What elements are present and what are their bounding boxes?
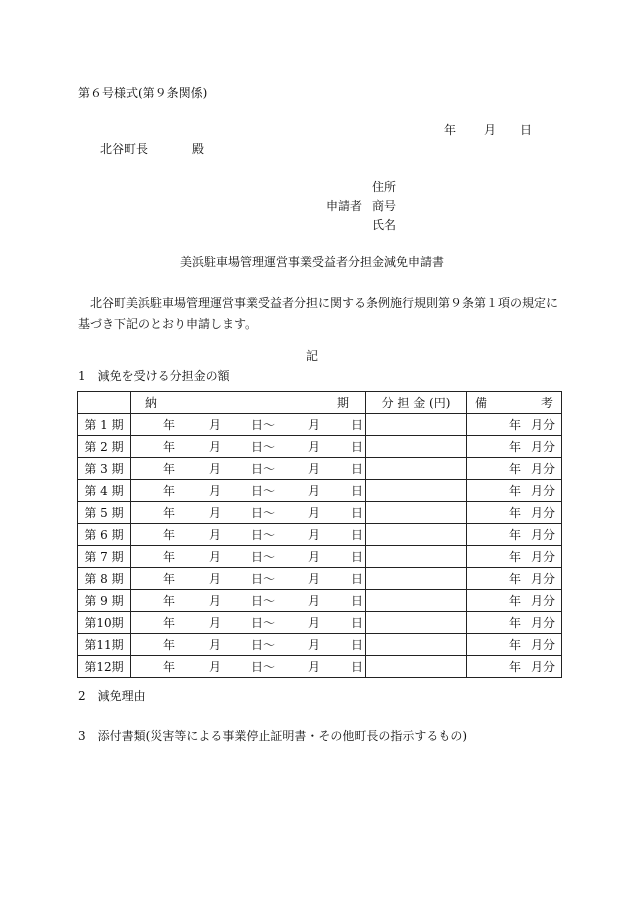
from-day: 日～ bbox=[251, 418, 276, 432]
header-remark-right: 考 bbox=[540, 396, 553, 410]
remark-year: 年 bbox=[508, 417, 521, 432]
from-day: 日～ bbox=[251, 638, 276, 652]
from-day: 日～ bbox=[251, 484, 276, 498]
remark-month: 月分 bbox=[530, 505, 555, 520]
table-row bbox=[78, 524, 562, 546]
from-month: 月 bbox=[209, 550, 222, 564]
to-month: 月 bbox=[308, 528, 321, 542]
from-year: 年 bbox=[163, 638, 176, 652]
remark-year: 年 bbox=[508, 615, 521, 630]
remark-month: 月分 bbox=[530, 593, 555, 608]
remark-year: 年 bbox=[508, 659, 521, 674]
ki-heading: 記 bbox=[306, 349, 319, 363]
remark-cell[interactable] bbox=[467, 656, 562, 678]
date-range-cell bbox=[131, 458, 366, 480]
header-dates-left: 納 bbox=[145, 396, 158, 410]
amount-cell[interactable] bbox=[366, 546, 467, 568]
to-day: 日 bbox=[351, 594, 364, 608]
document-title: 美浜駐車場管理運営事業受益者分担金減免申請書 bbox=[180, 255, 445, 269]
remark-cell[interactable] bbox=[467, 458, 562, 480]
table-row bbox=[78, 568, 562, 590]
remark-month: 月分 bbox=[530, 461, 555, 476]
remark-cell[interactable] bbox=[467, 480, 562, 502]
table-row bbox=[78, 634, 562, 656]
date-range-cell bbox=[131, 414, 366, 436]
remark-month: 月分 bbox=[530, 659, 555, 674]
date-range-cell bbox=[131, 568, 366, 590]
table-row bbox=[78, 414, 562, 436]
amount-cell[interactable] bbox=[366, 656, 467, 678]
from-year: 年 bbox=[163, 572, 176, 586]
remark-cell[interactable] bbox=[467, 612, 562, 634]
table-row bbox=[78, 502, 562, 524]
from-day: 日～ bbox=[251, 594, 276, 608]
header-period-col bbox=[78, 392, 131, 414]
amount-cell[interactable] bbox=[366, 414, 467, 436]
from-month: 月 bbox=[209, 616, 222, 630]
period-cell: 第 2 期 bbox=[78, 436, 131, 458]
to-month: 月 bbox=[308, 616, 321, 630]
period-cell: 第12期 bbox=[78, 656, 131, 678]
date-range-cell bbox=[131, 634, 366, 656]
to-day: 日 bbox=[351, 550, 364, 564]
header-remark-col bbox=[467, 392, 562, 414]
from-month: 月 bbox=[209, 418, 222, 432]
from-month: 月 bbox=[209, 660, 222, 674]
remark-year: 年 bbox=[508, 461, 521, 476]
amount-cell[interactable] bbox=[366, 480, 467, 502]
to-month: 月 bbox=[308, 550, 321, 564]
remark-month: 月分 bbox=[530, 637, 555, 652]
table-row bbox=[78, 612, 562, 634]
applicant-label: 申請者 bbox=[326, 199, 363, 213]
remark-cell[interactable] bbox=[467, 546, 562, 568]
date-month: 月 bbox=[484, 123, 497, 137]
amount-cell[interactable] bbox=[366, 436, 467, 458]
from-day: 日～ bbox=[251, 528, 276, 542]
from-day: 日～ bbox=[251, 462, 276, 476]
section-3-heading: 3 添付書類(災害等による事業停止証明書・その他町長の指示するもの) bbox=[78, 729, 468, 743]
trade-name-label: 商号 bbox=[372, 199, 397, 213]
date-range-cell bbox=[131, 480, 366, 502]
remark-year: 年 bbox=[508, 571, 521, 586]
amount-cell[interactable] bbox=[366, 590, 467, 612]
to-month: 月 bbox=[308, 440, 321, 454]
to-month: 月 bbox=[308, 462, 321, 476]
to-month: 月 bbox=[308, 638, 321, 652]
to-day: 日 bbox=[351, 528, 364, 542]
period-cell: 第 9 期 bbox=[78, 590, 131, 612]
to-day: 日 bbox=[351, 506, 364, 520]
date-line bbox=[444, 124, 532, 136]
from-month: 月 bbox=[209, 462, 222, 476]
form-number: 第６号様式(第９条関係) bbox=[78, 86, 208, 100]
table-row bbox=[78, 436, 562, 458]
honorific: 殿 bbox=[192, 142, 205, 156]
to-month: 月 bbox=[308, 418, 321, 432]
table-row bbox=[78, 546, 562, 568]
from-year: 年 bbox=[163, 462, 176, 476]
date-range-cell bbox=[131, 612, 366, 634]
section-1-heading: 1 減免を受ける分担金の額 bbox=[78, 369, 230, 383]
from-year: 年 bbox=[163, 418, 176, 432]
period-cell: 第 3 期 bbox=[78, 458, 131, 480]
from-year: 年 bbox=[163, 616, 176, 630]
remark-year: 年 bbox=[508, 637, 521, 652]
from-day: 日～ bbox=[251, 616, 276, 630]
remark-month: 月分 bbox=[530, 417, 555, 432]
amount-cell[interactable] bbox=[366, 568, 467, 590]
remark-month: 月分 bbox=[530, 483, 555, 498]
to-month: 月 bbox=[308, 572, 321, 586]
period-cell: 第 4 期 bbox=[78, 480, 131, 502]
header-amount-col: 分 担 金 (円) bbox=[366, 392, 467, 414]
from-year: 年 bbox=[163, 550, 176, 564]
from-year: 年 bbox=[163, 528, 176, 542]
to-day: 日 bbox=[351, 638, 364, 652]
from-day: 日～ bbox=[251, 660, 276, 674]
date-range-cell bbox=[131, 546, 366, 568]
remark-cell[interactable] bbox=[467, 590, 562, 612]
from-year: 年 bbox=[163, 440, 176, 454]
to-month: 月 bbox=[308, 594, 321, 608]
remark-month: 月分 bbox=[530, 549, 555, 564]
period-cell: 第10期 bbox=[78, 612, 131, 634]
to-day: 日 bbox=[351, 440, 364, 454]
remark-year: 年 bbox=[508, 483, 521, 498]
remark-year: 年 bbox=[508, 505, 521, 520]
section-2-heading: 2 減免理由 bbox=[78, 689, 146, 703]
remark-cell[interactable] bbox=[467, 568, 562, 590]
from-year: 年 bbox=[163, 660, 176, 674]
from-month: 月 bbox=[209, 638, 222, 652]
to-day: 日 bbox=[351, 418, 364, 432]
remark-cell[interactable] bbox=[467, 436, 562, 458]
table-row bbox=[78, 458, 562, 480]
header-remark-left: 備 bbox=[475, 396, 488, 410]
table-body bbox=[78, 414, 562, 678]
date-range-cell bbox=[131, 524, 366, 546]
amount-cell[interactable] bbox=[366, 634, 467, 656]
addressee bbox=[100, 143, 204, 155]
from-day: 日～ bbox=[251, 440, 276, 454]
header-dates-col bbox=[131, 392, 366, 414]
from-day: 日～ bbox=[251, 506, 276, 520]
remark-year: 年 bbox=[508, 439, 521, 454]
remark-month: 月分 bbox=[530, 527, 555, 542]
from-year: 年 bbox=[163, 506, 176, 520]
from-year: 年 bbox=[163, 484, 176, 498]
remark-year: 年 bbox=[508, 549, 521, 564]
date-range-cell bbox=[131, 590, 366, 612]
period-cell: 第 7 期 bbox=[78, 546, 131, 568]
address-label: 住所 bbox=[372, 180, 397, 194]
period-cell: 第 6 期 bbox=[78, 524, 131, 546]
body-text: 北谷町美浜駐車場管理運営事業受益者分担に関する条例施行規則第９条第１項の規定に基づき下記のとおり申請します。 bbox=[78, 296, 559, 331]
remark-month: 月分 bbox=[530, 439, 555, 454]
date-range-cell bbox=[131, 502, 366, 524]
amount-cell[interactable] bbox=[366, 524, 467, 546]
from-month: 月 bbox=[209, 528, 222, 542]
to-month: 月 bbox=[308, 484, 321, 498]
table-row bbox=[78, 656, 562, 678]
table-row bbox=[78, 480, 562, 502]
to-day: 日 bbox=[351, 572, 364, 586]
amount-cell[interactable] bbox=[366, 502, 467, 524]
remark-cell[interactable] bbox=[467, 524, 562, 546]
to-month: 月 bbox=[308, 660, 321, 674]
date-year: 年 bbox=[444, 123, 457, 137]
table-header-row bbox=[78, 392, 562, 414]
name-label: 氏名 bbox=[372, 218, 397, 232]
from-month: 月 bbox=[209, 484, 222, 498]
to-day: 日 bbox=[351, 616, 364, 630]
from-month: 月 bbox=[209, 572, 222, 586]
remark-cell[interactable] bbox=[467, 634, 562, 656]
remark-month: 月分 bbox=[530, 615, 555, 630]
from-month: 月 bbox=[209, 440, 222, 454]
remark-cell[interactable] bbox=[467, 414, 562, 436]
amount-cell[interactable] bbox=[366, 612, 467, 634]
date-day: 日 bbox=[520, 123, 533, 137]
date-range-cell bbox=[131, 656, 366, 678]
from-month: 月 bbox=[209, 506, 222, 520]
remark-cell[interactable] bbox=[467, 502, 562, 524]
to-day: 日 bbox=[351, 462, 364, 476]
from-year: 年 bbox=[163, 594, 176, 608]
period-cell: 第 8 期 bbox=[78, 568, 131, 590]
period-cell: 第 5 期 bbox=[78, 502, 131, 524]
remark-year: 年 bbox=[508, 527, 521, 542]
date-range-cell bbox=[131, 436, 366, 458]
to-day: 日 bbox=[351, 660, 364, 674]
period-cell: 第11期 bbox=[78, 634, 131, 656]
from-day: 日～ bbox=[251, 572, 276, 586]
amount-cell[interactable] bbox=[366, 458, 467, 480]
header-dates-right: 期 bbox=[336, 396, 349, 410]
payment-period-table bbox=[77, 391, 562, 678]
from-day: 日～ bbox=[251, 550, 276, 564]
addressee-name: 北谷町長 bbox=[100, 142, 149, 156]
to-month: 月 bbox=[308, 506, 321, 520]
remark-year: 年 bbox=[508, 593, 521, 608]
to-day: 日 bbox=[351, 484, 364, 498]
from-month: 月 bbox=[209, 594, 222, 608]
remark-month: 月分 bbox=[530, 571, 555, 586]
period-cell: 第 1 期 bbox=[78, 414, 131, 436]
table-row bbox=[78, 590, 562, 612]
